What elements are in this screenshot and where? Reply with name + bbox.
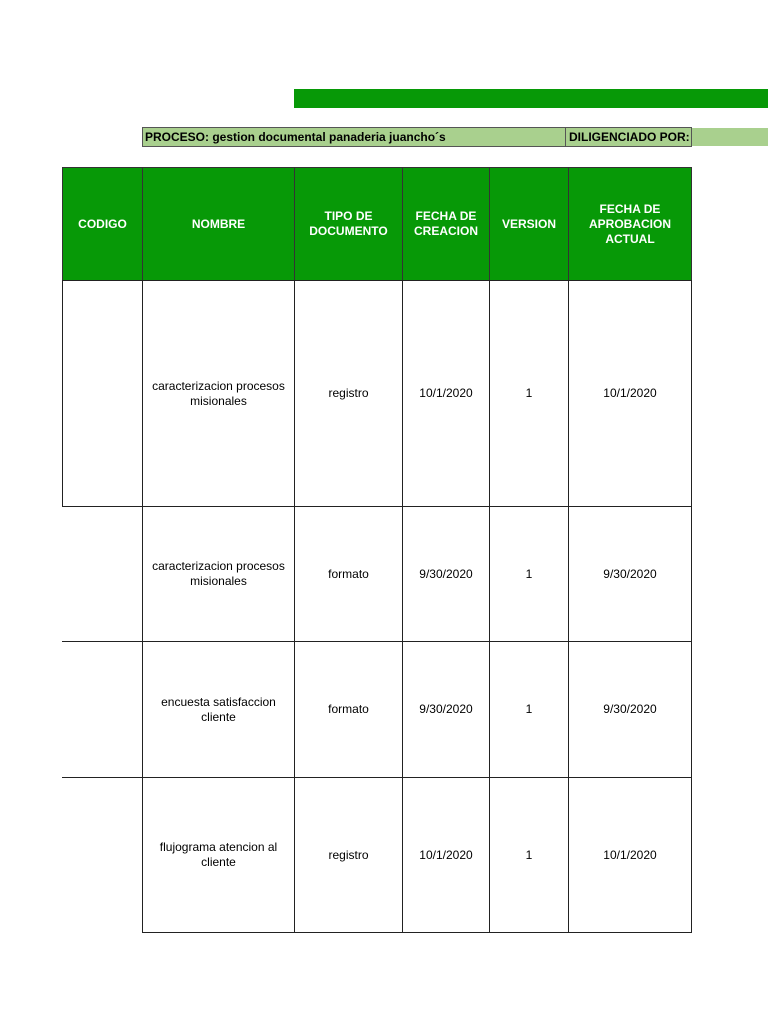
header-tipo: TIPO DE DOCUMENTO	[294, 167, 403, 281]
row-1-fecha-aprobacion[interactable]: 10/1/2020	[568, 280, 692, 507]
row-1-fecha-creacion[interactable]: 10/1/2020	[402, 280, 490, 507]
row-4-nombre[interactable]: flujograma atencion al cliente	[142, 777, 295, 933]
proceso-cell: PROCESO: gestion documental panaderia juancho´s	[142, 127, 566, 147]
row-3-fecha-creacion[interactable]: 9/30/2020	[402, 641, 490, 778]
row-3-tipo[interactable]: formato	[294, 641, 403, 778]
title-bar	[294, 89, 768, 108]
row-2-fecha-creacion[interactable]: 9/30/2020	[402, 506, 490, 642]
row-4-codigo-border	[62, 777, 143, 778]
header-fecha-creacion: FECHA DE CREACION	[402, 167, 490, 281]
row-2-codigo-border	[62, 506, 143, 507]
header-fecha-aprobacion: FECHA DE APROBACION ACTUAL	[568, 167, 692, 281]
header-nombre: NOMBRE	[142, 167, 295, 281]
row-1-nombre[interactable]: caracterizacion procesos misionales	[142, 280, 295, 507]
row-2-fecha-aprobacion[interactable]: 9/30/2020	[568, 506, 692, 642]
row-2-version[interactable]: 1	[489, 506, 569, 642]
row-2-nombre[interactable]: caracterizacion procesos misionales	[142, 506, 295, 642]
row-3-nombre[interactable]: encuesta satisfaccion cliente	[142, 641, 295, 778]
row-1-tipo[interactable]: registro	[294, 280, 403, 507]
row-3-version[interactable]: 1	[489, 641, 569, 778]
row-2-tipo[interactable]: formato	[294, 506, 403, 642]
row-3-codigo-border	[62, 641, 143, 642]
header-codigo: CODIGO	[62, 167, 143, 281]
row-4-fecha-creacion[interactable]: 10/1/2020	[402, 777, 490, 933]
row-4-fecha-aprobacion[interactable]: 10/1/2020	[568, 777, 692, 933]
diligenciado-label: DILIGENCIADO POR:	[566, 127, 692, 147]
diligenciado-value-cell[interactable]	[692, 128, 768, 146]
row-1-version[interactable]: 1	[489, 280, 569, 507]
row-3-fecha-aprobacion[interactable]: 9/30/2020	[568, 641, 692, 778]
row-4-version[interactable]: 1	[489, 777, 569, 933]
row-1-codigo[interactable]	[62, 280, 143, 507]
header-version: VERSION	[489, 167, 569, 281]
row-4-tipo[interactable]: registro	[294, 777, 403, 933]
